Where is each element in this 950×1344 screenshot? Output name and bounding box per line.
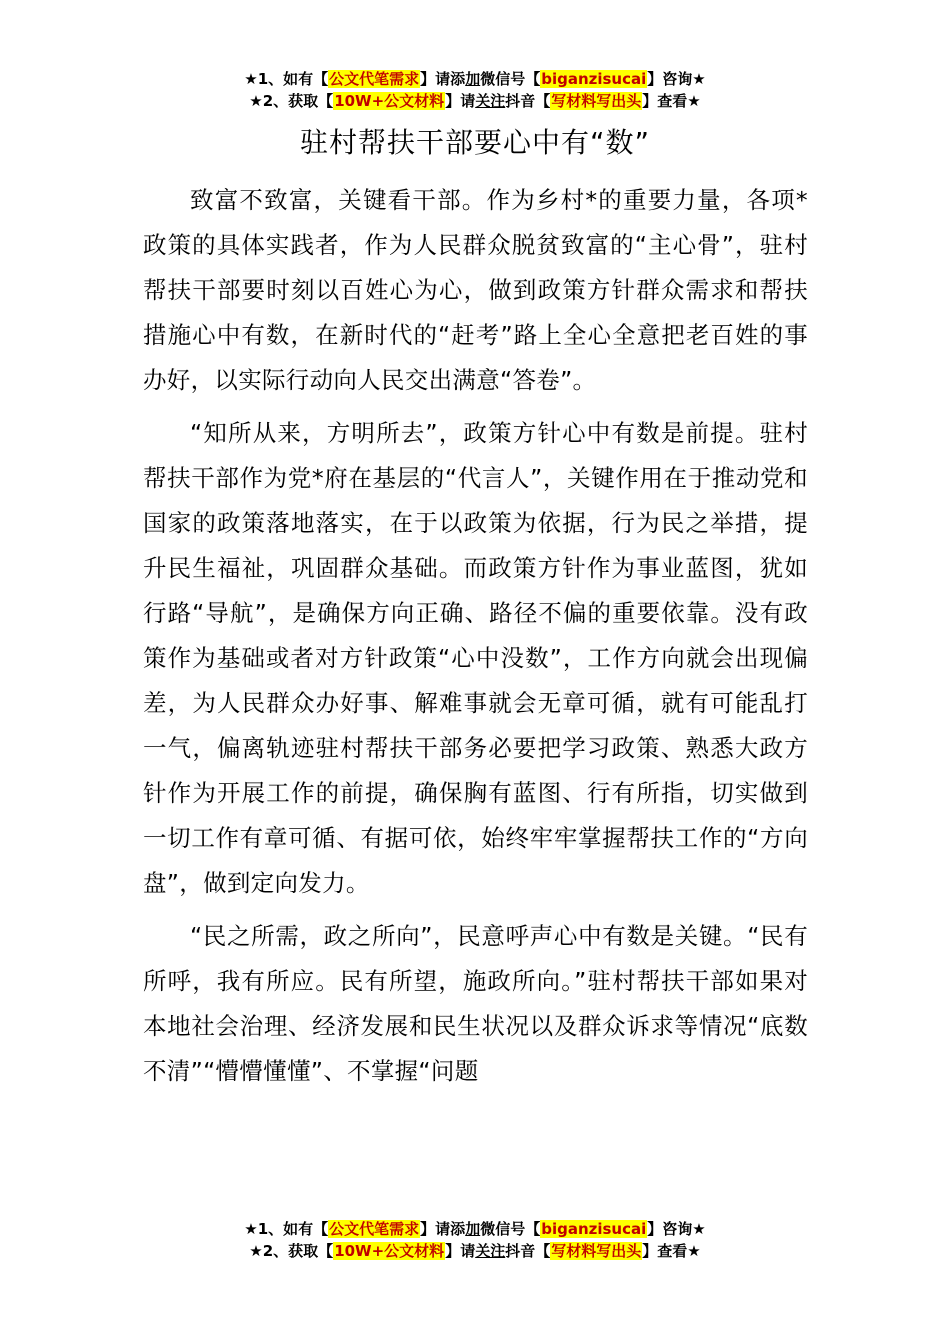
banner-text: ★1、如有【 [244, 70, 329, 88]
banner-text: ★2、获取【 [249, 1242, 334, 1260]
document-title: 驻村帮扶干部要心中有“数” [299, 126, 650, 159]
paragraph: 致富不致富，关键看干部。作为乡村*的重要力量，各项*政策的具体实践者，作为人民群众脱贫致富的“主心骨”，驻村帮扶干部要时刻以百姓心为心，做到政策方针群众需求和帮扶措施心中有数，在新时代的“赶考”路上全心全意把老百姓的事办好，以实际行动向人民交出满意“答卷”。 [143, 186, 808, 394]
banner-highlight: biganzisucai [541, 1220, 647, 1238]
paragraph: “知所从来，方明所去”，政策方针心中有数是前提。驻村帮扶干部作为党*府在基层的“代言人”，关键作用在于推动党和国家的政策落地落实，在于以政策为依据，行为民之举措，提升民生福祉，巩固群众基础。而政策方针作为事业蓝图，犹如行路“导航”，是确保方向正确、路径不偏的重要依靠。没有政策作为基础或者对方针政策“心中没数”，工作方向就会出现偏差，为人民群众办好事、解难事就会无章可循，就有可能乱打一气，偏离轨迹驻村帮扶干部务必要把学习政策、熟悉大政方针作为开展工作的前提，确保胸有蓝图、行有所指，切实做到一切工作有章可循、有据可依，始终牢牢掌握帮扶工作的“方向盘”，做到定向发力。 [143, 419, 808, 897]
banner-line-1 [0, 68, 950, 90]
banner-highlight: biganzisucai [541, 70, 647, 88]
banner-highlight: 10W+公文材料 [334, 1242, 445, 1260]
header-banner [0, 68, 950, 112]
banner-text: 抖音【 [505, 92, 551, 110]
banner-underlined-text: 加 [465, 70, 481, 88]
banner-text: 微信号【 [480, 1220, 541, 1238]
banner-text: 】请添 [420, 1220, 466, 1238]
banner-highlight: 10W+公文材料 [334, 92, 445, 110]
banner-text: 】咨询★ [647, 70, 706, 88]
document-body [143, 178, 808, 1102]
banner-line-1 [0, 1218, 950, 1240]
banner-underlined-text: 关注 [475, 92, 506, 110]
banner-highlight: 公文代笔需求 [329, 70, 420, 88]
banner-text: 】咨询★ [647, 1220, 706, 1238]
banner-underlined-text: 关注 [475, 1242, 506, 1260]
banner-text: 】查看★ [642, 92, 701, 110]
banner-text: 】请添 [420, 70, 466, 88]
paragraph: “民之所需，政之所向”，民意呼声心中有数是关键。“民有所呼，我有所应。民有所望，施政所向。”驻村帮扶干部如果对本地社会治理、经济发展和民生状况以及群众诉求等情况“底数不清”“懵懵懂懂”、不掌握“问题 [143, 922, 808, 1085]
banner-underlined-text: 加 [465, 1220, 481, 1238]
banner-text: 抖音【 [505, 1242, 551, 1260]
banner-text: ★1、如有【 [244, 1220, 329, 1238]
banner-line-2 [0, 1240, 950, 1262]
banner-line-2 [0, 90, 950, 112]
banner-highlight: 写材料写出头 [551, 1242, 642, 1260]
banner-text: 微信号【 [480, 70, 541, 88]
banner-highlight: 写材料写出头 [551, 92, 642, 110]
footer-banner [0, 1218, 950, 1262]
banner-text: 】查看★ [642, 1242, 701, 1260]
banner-text: 】请 [445, 1242, 476, 1260]
banner-text: 】请 [445, 92, 476, 110]
banner-text: ★2、获取【 [249, 92, 334, 110]
banner-highlight: 公文代笔需求 [329, 1220, 420, 1238]
